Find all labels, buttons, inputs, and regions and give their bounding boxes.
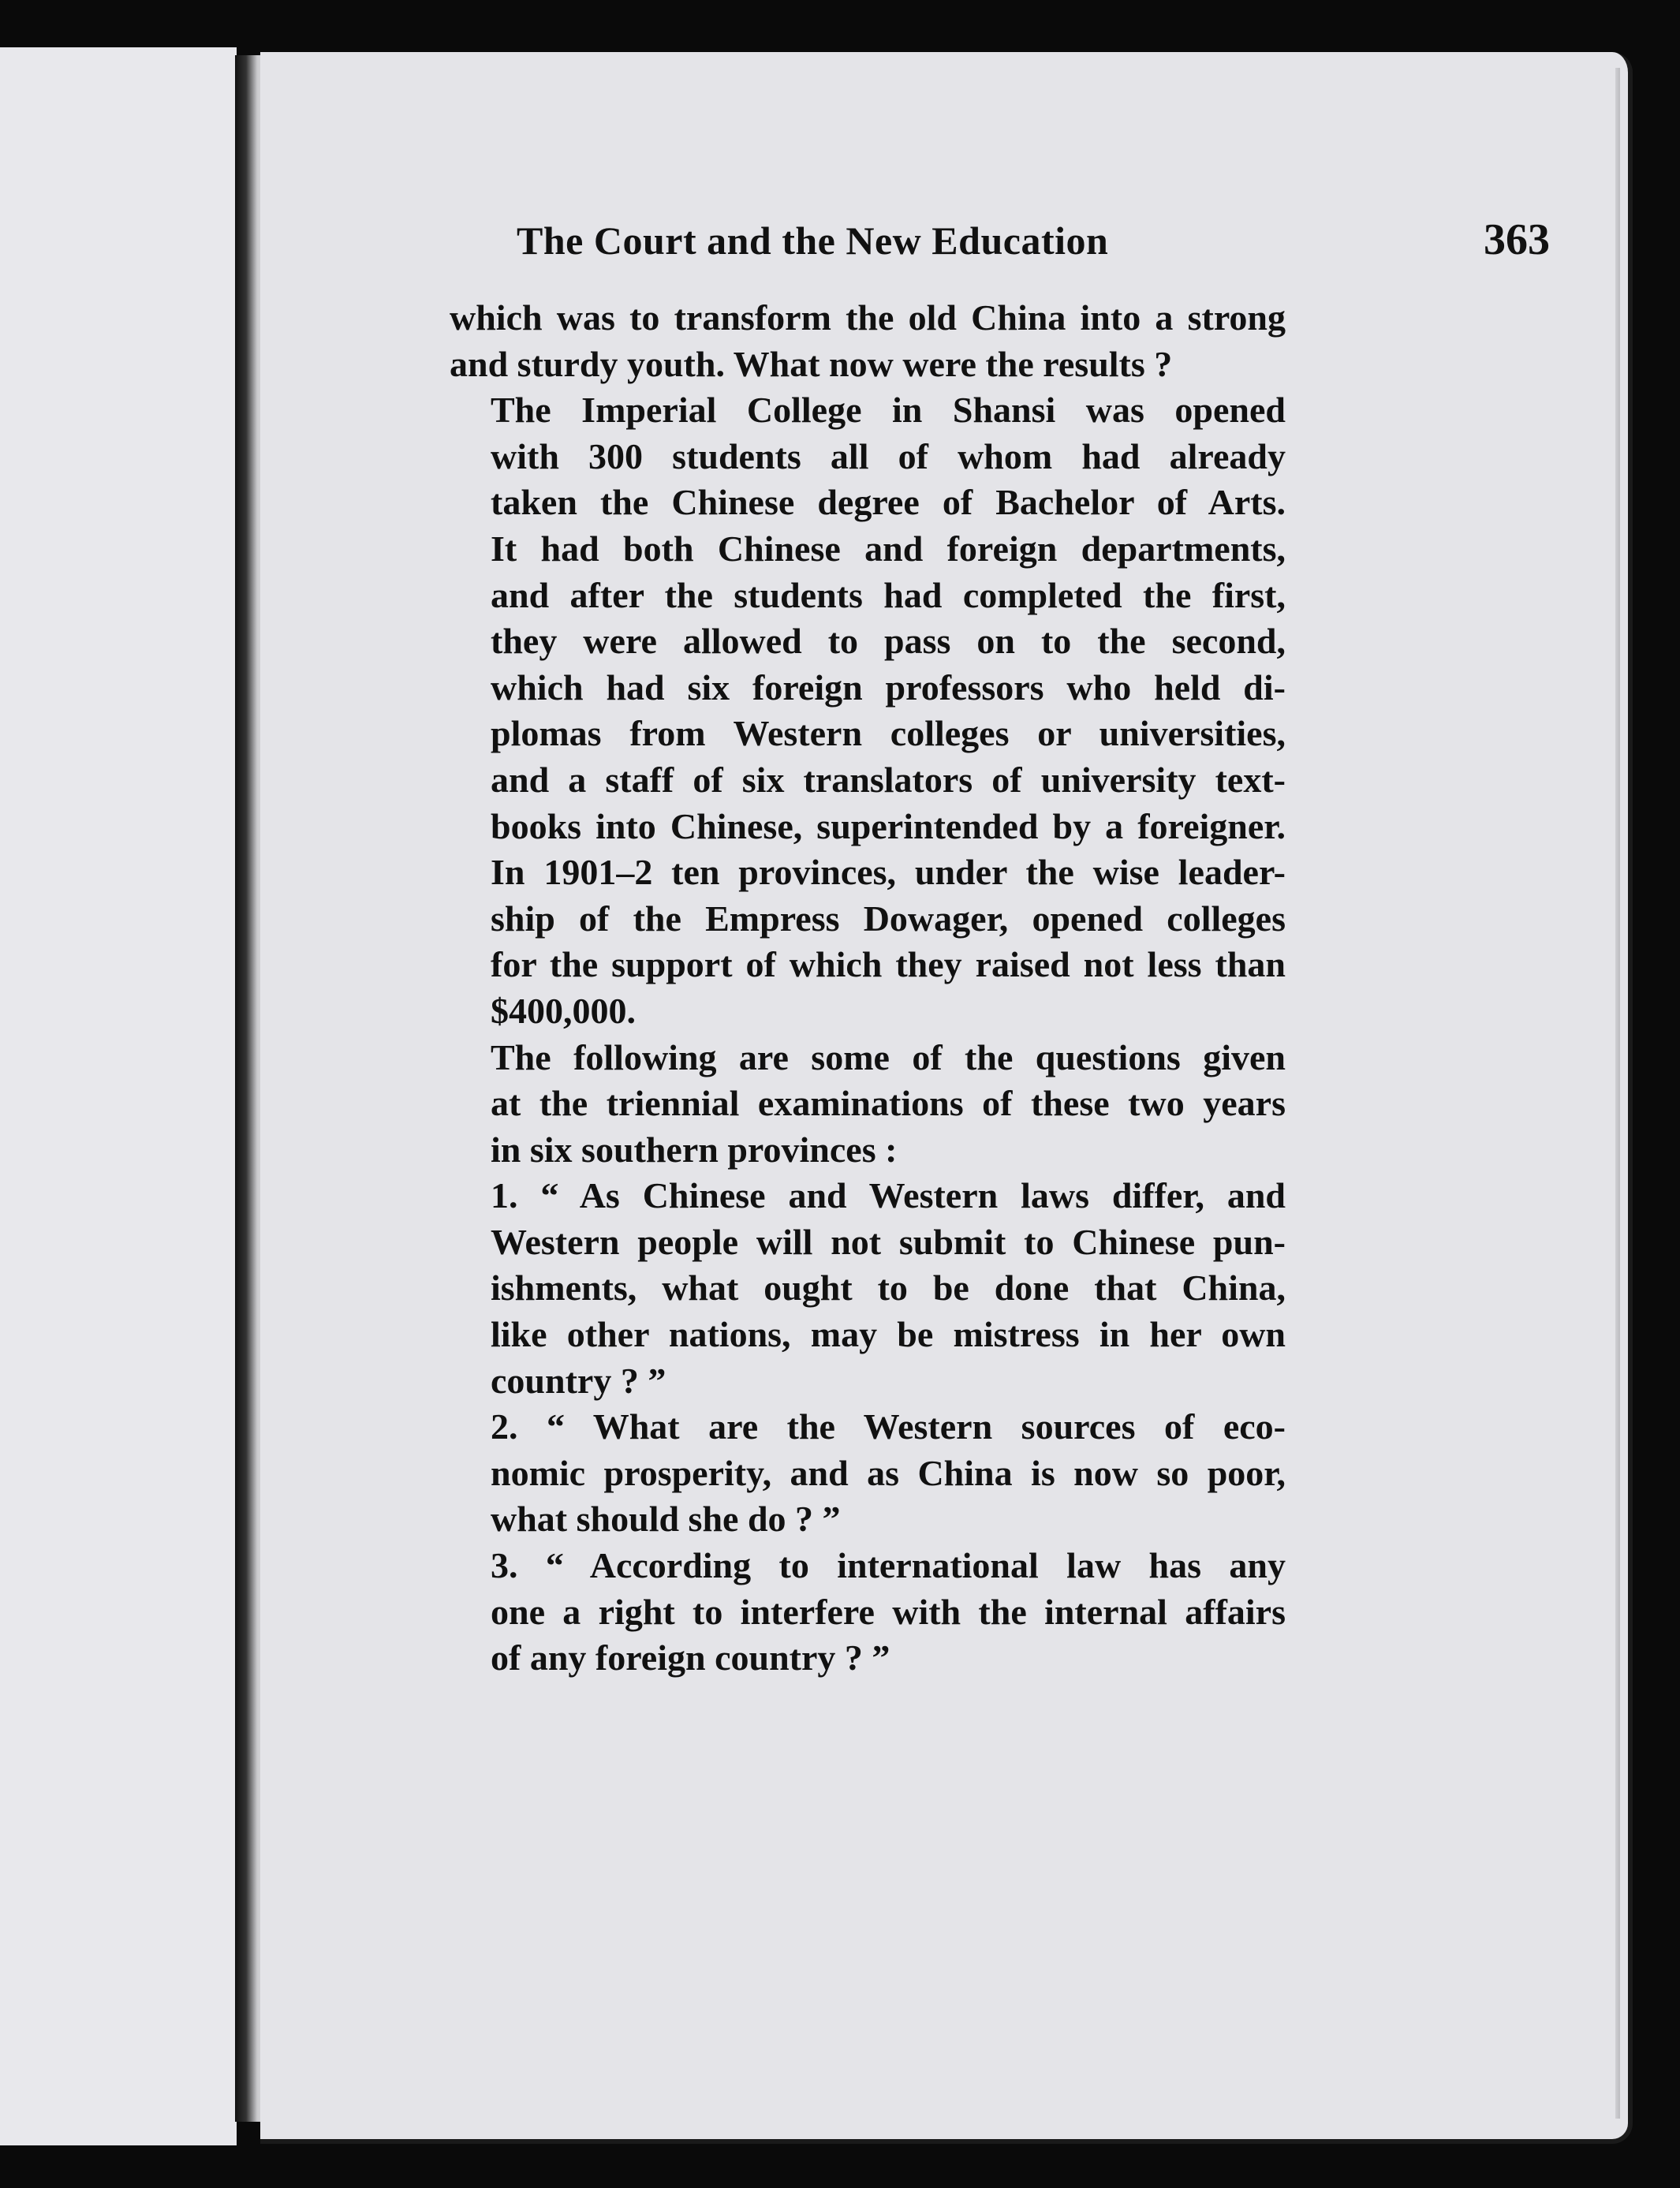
text-line: ship of the Empress Dowager, opened colleges bbox=[491, 898, 1286, 939]
text-line: what should she do ? ” bbox=[491, 1499, 841, 1540]
text-line: 2. “ What are the Western sources of eco- bbox=[491, 1406, 1286, 1447]
text-line: like other nations, may be mistress in her own bbox=[491, 1314, 1286, 1355]
text-line: 1. “ As Chinese and Western laws differ, and bbox=[491, 1175, 1286, 1216]
text-line: of any foreign country ? ” bbox=[491, 1637, 890, 1678]
text-line: Western people will not submit to Chinese pun- bbox=[491, 1221, 1286, 1262]
text-line: ishments, what ought to be done that China, bbox=[491, 1268, 1286, 1309]
body-text bbox=[450, 295, 1286, 1682]
text-line: in six southern provinces : bbox=[491, 1129, 898, 1170]
text-line: taken the Chinese degree of Bachelor of Arts. bbox=[491, 482, 1286, 523]
text-line: one a right to interfere with the internal affairs bbox=[491, 1591, 1286, 1632]
text-line: and a staff of six translators of university text- bbox=[491, 759, 1286, 800]
facing-page bbox=[0, 47, 237, 2145]
text-line: with 300 students all of whom had already bbox=[491, 435, 1286, 476]
running-title: The Court and the New Education bbox=[517, 218, 1109, 263]
book-page bbox=[260, 52, 1633, 2144]
paragraph bbox=[450, 387, 1286, 1034]
text-line: In 1901–2 ten provinces, under the wise leader- bbox=[491, 852, 1286, 893]
text-line: plomas from Western colleges or universities, bbox=[491, 713, 1286, 754]
numbered-question bbox=[450, 1404, 1286, 1543]
text-line: which was to transform the old China into a strong bbox=[450, 297, 1286, 338]
text-line: for the support of which they raised not less than bbox=[491, 944, 1286, 985]
text-line: and sturdy youth. What now were the results ? bbox=[450, 343, 1173, 384]
paragraph bbox=[450, 295, 1286, 387]
text-line: at the triennial examinations of these two years bbox=[491, 1083, 1286, 1124]
paragraph bbox=[450, 1035, 1286, 1174]
page-edge bbox=[1615, 68, 1620, 2119]
text-line: country ? ” bbox=[491, 1360, 666, 1401]
text-line: The Imperial College in Shansi was opened bbox=[491, 390, 1286, 431]
text-line: $400,000. bbox=[491, 990, 636, 1031]
text-line: nomic prosperity, and as China is now so poor, bbox=[491, 1452, 1286, 1493]
page-number: 363 bbox=[1484, 215, 1550, 264]
text-line: they were allowed to pass on to the second, bbox=[491, 621, 1286, 662]
text-line: The following are some of the questions given bbox=[491, 1036, 1286, 1077]
text-line: which had six foreign professors who held di- bbox=[491, 666, 1286, 708]
text-line: books into Chinese, superintended by a foreigner. bbox=[491, 805, 1286, 846]
numbered-question bbox=[450, 1543, 1286, 1682]
text-line: 3. “ According to international law has any bbox=[491, 1545, 1286, 1586]
text-line: and after the students had completed the first, bbox=[491, 574, 1286, 615]
page-header bbox=[517, 215, 1550, 281]
text-line: It had both Chinese and foreign departments, bbox=[491, 528, 1286, 569]
numbered-question bbox=[450, 1173, 1286, 1404]
